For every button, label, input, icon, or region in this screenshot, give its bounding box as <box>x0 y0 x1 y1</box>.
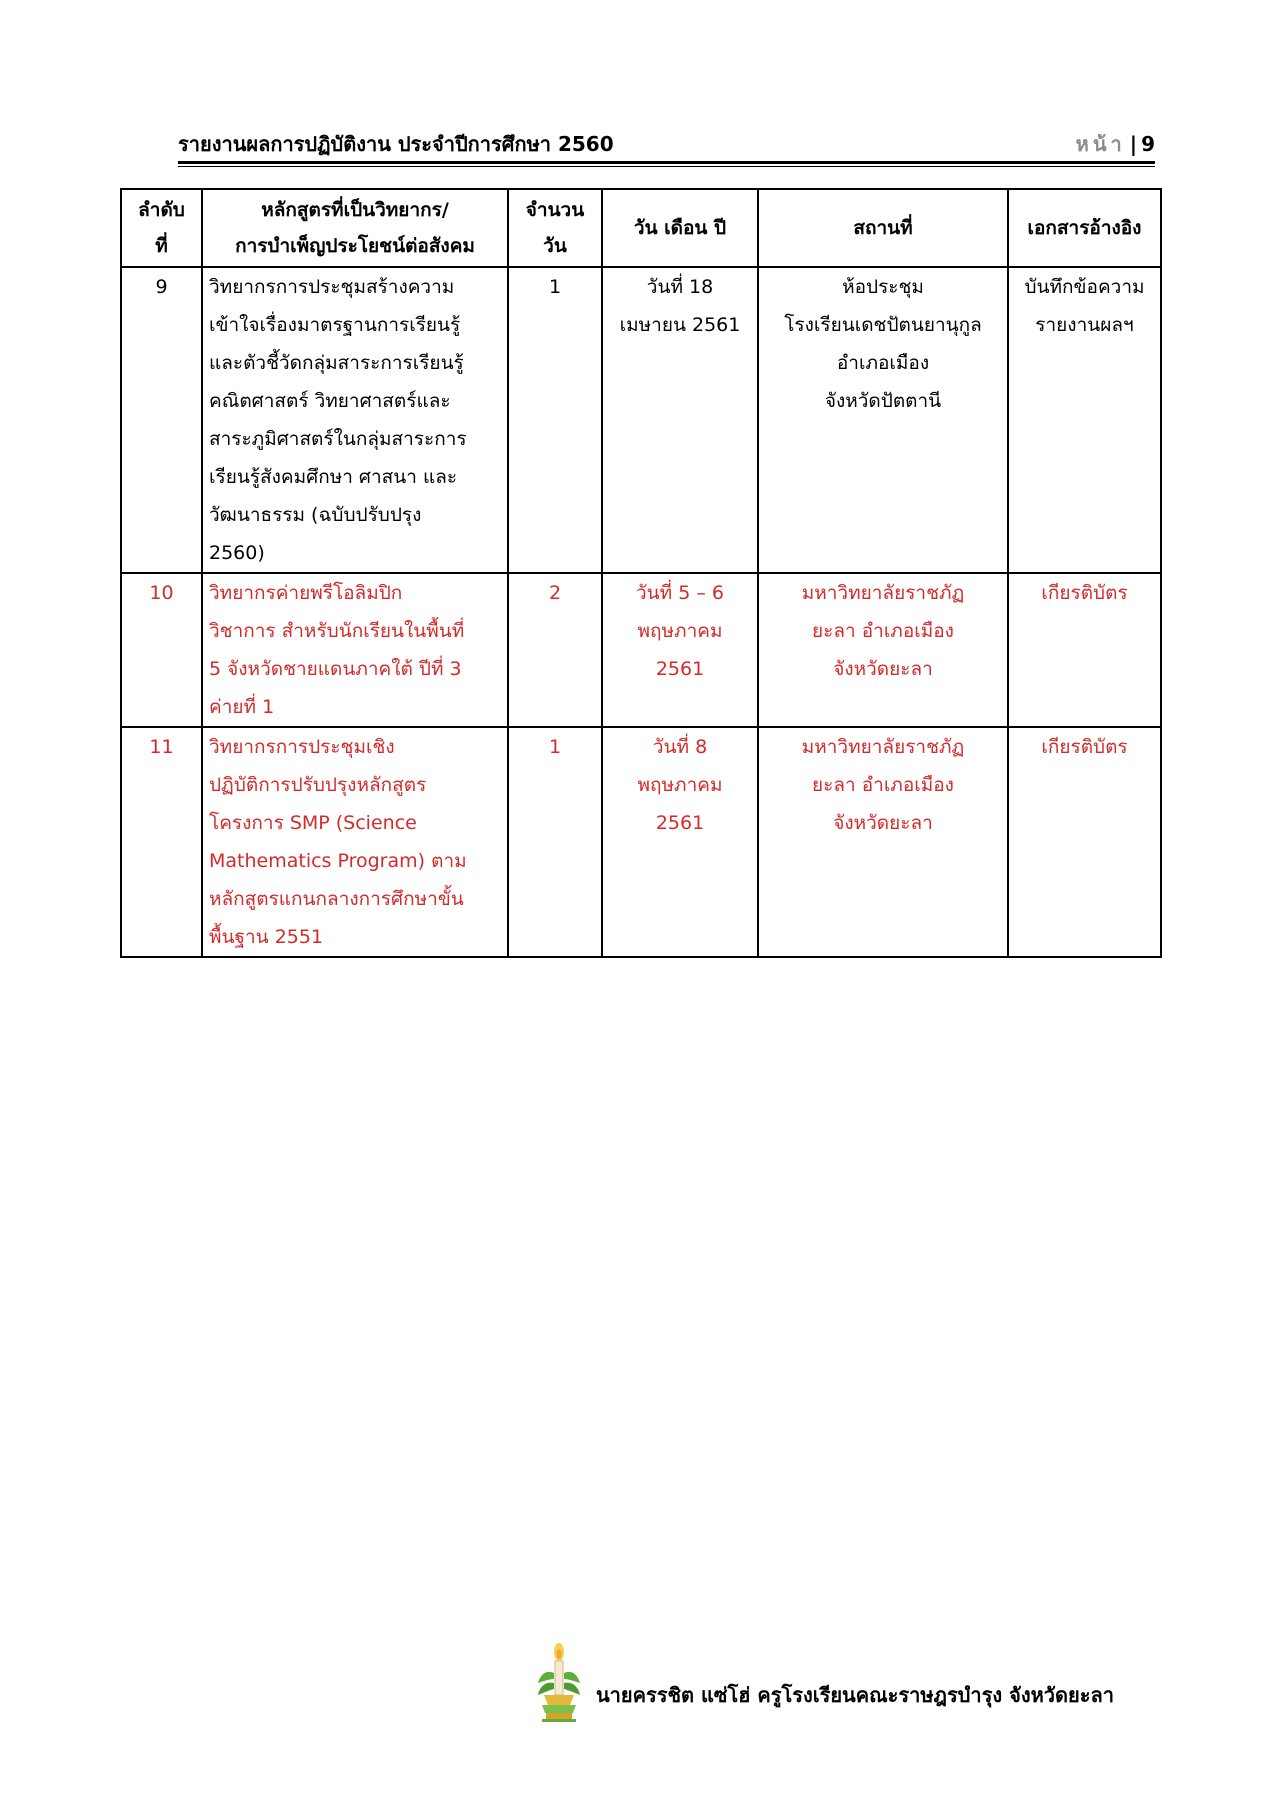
course-line: วัฒนาธรรม (ฉบับปรับปรุง <box>209 504 422 526</box>
col-header-place <box>758 189 1008 267</box>
page-label: หน้า <box>1075 132 1126 156</box>
date-line: พฤษภาคม <box>637 774 723 796</box>
report-title: รายงานผลการปฏิบัติงาน ประจำปีการศึกษา 2560 <box>178 132 614 156</box>
course-line: 5 จังหวัดชายแดนภาคใต้ ปีที่ 3 <box>209 658 462 680</box>
cell-no: 11 <box>121 727 202 957</box>
cell-course <box>202 727 508 957</box>
date-line: 2561 <box>655 812 705 834</box>
course-line: พื้นฐาน 2551 <box>209 926 324 948</box>
place-line: โรงเรียนเดชปัตนยานุกูล <box>784 314 982 336</box>
cell-course <box>202 267 508 573</box>
cell-date <box>602 727 758 957</box>
course-line: วิทยากรค่ายพรีโอลิมปิก <box>209 582 403 604</box>
col-header-line: ลำดับ <box>138 199 185 221</box>
page-header <box>178 128 1155 162</box>
course-line: 2560) <box>209 542 265 564</box>
course-line: เรียนรู้สังคมศึกษา ศาสนา และ <box>209 466 458 488</box>
page-number: 9 <box>1141 132 1155 156</box>
reference-line: รายงานผลฯ <box>1035 314 1134 336</box>
date-line: พฤษภาคม <box>637 620 723 642</box>
place-line: มหาวิทยาลัยราชภัฏ <box>801 736 965 758</box>
cell-date <box>602 573 758 727</box>
col-header-line: จำนวน <box>525 199 585 221</box>
cell-place <box>758 267 1008 573</box>
course-line: คณิตศาสตร์ วิทยาศาสตร์และ <box>209 390 451 412</box>
place-line: อำเภอเมือง <box>836 352 930 374</box>
course-line: วิชาการ สำหรับนักเรียนในพื้นที่ <box>209 620 465 642</box>
date-line: วันที่ 8 <box>652 736 708 758</box>
cell-reference <box>1008 267 1161 573</box>
reference-line: เกียรติบัตร <box>1041 736 1128 758</box>
col-header-line: สถานที่ <box>853 217 913 239</box>
date-line: 2561 <box>655 658 705 680</box>
place-line: ยะลา อำเภอเมือง <box>812 774 954 796</box>
col-header-days <box>508 189 602 267</box>
col-header-line: วัน <box>543 235 567 257</box>
col-header-line: เอกสารอ้างอิง <box>1027 217 1142 239</box>
course-line: โครงการ SMP (Science <box>209 812 417 834</box>
date-line: วันที่ 5 – 6 <box>636 582 724 604</box>
header-rule-thin <box>178 166 1155 167</box>
cell-days: 1 <box>508 727 602 957</box>
candle-emblem-icon <box>536 1643 582 1723</box>
course-line: Mathematics Program) ตาม <box>209 850 467 872</box>
col-header-line: ที่ <box>155 235 168 257</box>
course-line: วิทยากรการประชุมสร้างความ <box>209 276 455 298</box>
course-line: สาระภูมิศาสตร์ในกลุ่มสาระการ <box>209 428 467 450</box>
table-row <box>121 267 1161 573</box>
col-header-no <box>121 189 202 267</box>
cell-place <box>758 573 1008 727</box>
cell-place <box>758 727 1008 957</box>
reference-line: บันทึกข้อความ <box>1024 276 1145 298</box>
place-line: จังหวัดปัตตานี <box>824 390 942 412</box>
activities-table <box>120 188 1162 958</box>
date-line: เมษายน 2561 <box>619 314 741 336</box>
col-header-date <box>602 189 758 267</box>
course-line: ค่ายที่ 1 <box>209 696 275 718</box>
cell-course <box>202 573 508 727</box>
table-row <box>121 573 1161 727</box>
footer-author: นายครรชิต แซ่โฮ่ ครูโรงเรียนคณะราษฎรบำรุง จังหวัดยะลา <box>596 1683 1114 1707</box>
place-line: จังหวัดยะลา <box>833 658 933 680</box>
table-row <box>121 727 1161 957</box>
col-header-reference <box>1008 189 1161 267</box>
cell-no: 10 <box>121 573 202 727</box>
course-line: และตัวชี้วัดกลุ่มสาระการเรียนรู้ <box>209 352 464 374</box>
place-line: ห้อประชุม <box>842 276 924 298</box>
cell-reference <box>1008 573 1161 727</box>
cell-no: 9 <box>121 267 202 573</box>
cell-days: 2 <box>508 573 602 727</box>
place-line: มหาวิทยาลัยราชภัฏ <box>801 582 965 604</box>
cell-date <box>602 267 758 573</box>
table-header-row <box>121 189 1161 267</box>
header-rule-thick <box>178 161 1155 164</box>
date-line: วันที่ 18 <box>646 276 714 298</box>
cell-days: 1 <box>508 267 602 573</box>
col-header-course <box>202 189 508 267</box>
course-line: เข้าใจเรื่องมาตรฐานการเรียนรู้ <box>209 314 461 336</box>
course-line: วิทยากรการประชุมเชิง <box>209 736 395 758</box>
col-header-line: วัน เดือน ปี <box>633 217 727 239</box>
col-header-line: หลักสูตรที่เป็นวิทยากร/ <box>261 199 449 221</box>
page-separator: | <box>1129 132 1138 156</box>
page-indicator <box>1076 128 1155 160</box>
course-line: หลักสูตรแกนกลางการศึกษาขั้น <box>209 888 464 910</box>
page-footer <box>536 1635 1156 1725</box>
course-line: ปฏิบัติการปรับปรุงหลักสูตร <box>209 774 427 796</box>
place-line: จังหวัดยะลา <box>833 812 933 834</box>
col-header-line: การบำเพ็ญประโยชน์ต่อสังคม <box>235 235 475 257</box>
cell-reference <box>1008 727 1161 957</box>
reference-line: เกียรติบัตร <box>1041 582 1128 604</box>
place-line: ยะลา อำเภอเมือง <box>812 620 954 642</box>
